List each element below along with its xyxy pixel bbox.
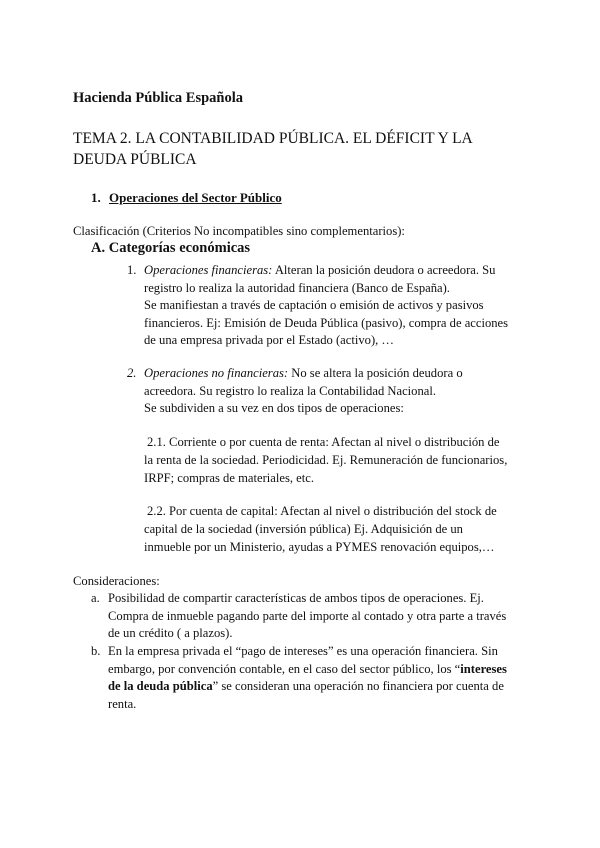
cons-b-line1: En la empresa privada el “pago de intereses” es una operación financiera. Sin [108,644,498,658]
tema-title-line1: TEMA 2. LA CONTABILIDAD PÚBLICA. EL DÉFICIT Y LA [73,130,473,147]
cons-a-line2: Compra de inmueble pagando parte del importe al contado y otra parte a través [108,609,507,623]
clasificacion-text: Clasificación (Criterios No incompatibles sino complementarios): [73,224,405,238]
cons-b-line3-text: ” se consideran una operación no financiera por cuenta de [212,679,504,693]
item-2-line1 [144,364,463,382]
item-1-label: Operaciones financieras: [144,263,273,277]
sub-2-1-line2: la renta de la sociedad. Periodicidad. Ej. Remuneración de funcionarios, [144,453,508,467]
sub-2-2-line3: inmueble por un Ministerio, ayudas a PYMES renovación equipos,… [144,540,495,554]
item-1-line1-text: Alteran la posición deudora o acreedora. Su [272,263,496,277]
cons-a-line1: Posibilidad de compartir características de ambos tipos de operaciones. Ej. [108,591,484,605]
cons-b-line2-text: embargo, por convención contable, en el caso del sector público, los “ [108,662,461,676]
section-1-heading [91,190,282,206]
item-1-number: 1. [127,263,137,277]
sub-2-1-line1: 2.1. Corriente o por cuenta de renta: Afectan al nivel o distribución de [147,435,500,449]
cons-a-marker: a. [91,591,100,605]
item-2-number: 2. [127,366,137,380]
tema-title-line2: DEUDA PÚBLICA [73,151,197,168]
course-title: Hacienda Pública Española [73,90,244,106]
item-1-line1 [144,261,495,279]
item-1-line4: financieros. Ej: Emisión de Deuda Pública (pasivo), compra de acciones [144,316,509,330]
item-2-line3: Se subdividen a su vez en dos tipos de operaciones: [144,401,404,415]
sub-2-2-line1: 2.2. Por cuenta de capital: Afectan al nivel o distribución del stock de [147,504,497,518]
item-1-line3: Se manifiestan a través de captación o emisión de activos y pasivos [144,298,484,312]
item-2-label: Operaciones no financieras: [144,366,289,380]
section-1-title: Operaciones del Sector Público [109,190,282,205]
cons-b-bold-deuda: de la deuda pública [108,679,213,693]
item-1-line2: registro lo realiza la autoridad financiera (Banco de España). [144,281,450,295]
cons-b-line2 [108,660,507,678]
sub-2-2-line2: capital de la sociedad (inversión pública) Ej. Adquisición de un [144,522,463,536]
item-2-line1-text: No se altera la posición deudora o [288,366,463,380]
item-2-line2: acreedora. Su registro lo realiza la Contabilidad Nacional. [144,384,436,398]
consideraciones-heading: Consideraciones: [73,574,160,588]
cons-a-line3: de un crédito ( a plazos). [108,626,233,640]
cons-b-marker: b. [91,644,101,658]
cons-b-line4: renta. [108,697,137,711]
section-1-number: 1. [91,190,101,205]
sub-2-1-line3: IRPF; compras de materiales, etc. [144,471,314,485]
cons-b-line3 [108,677,504,695]
subsection-a-heading: A. Categorías económicas [91,240,251,256]
cons-b-bold-intereses: intereses [460,662,507,676]
item-1-line5: de una empresa privada por el Estado (activo), … [144,333,395,347]
